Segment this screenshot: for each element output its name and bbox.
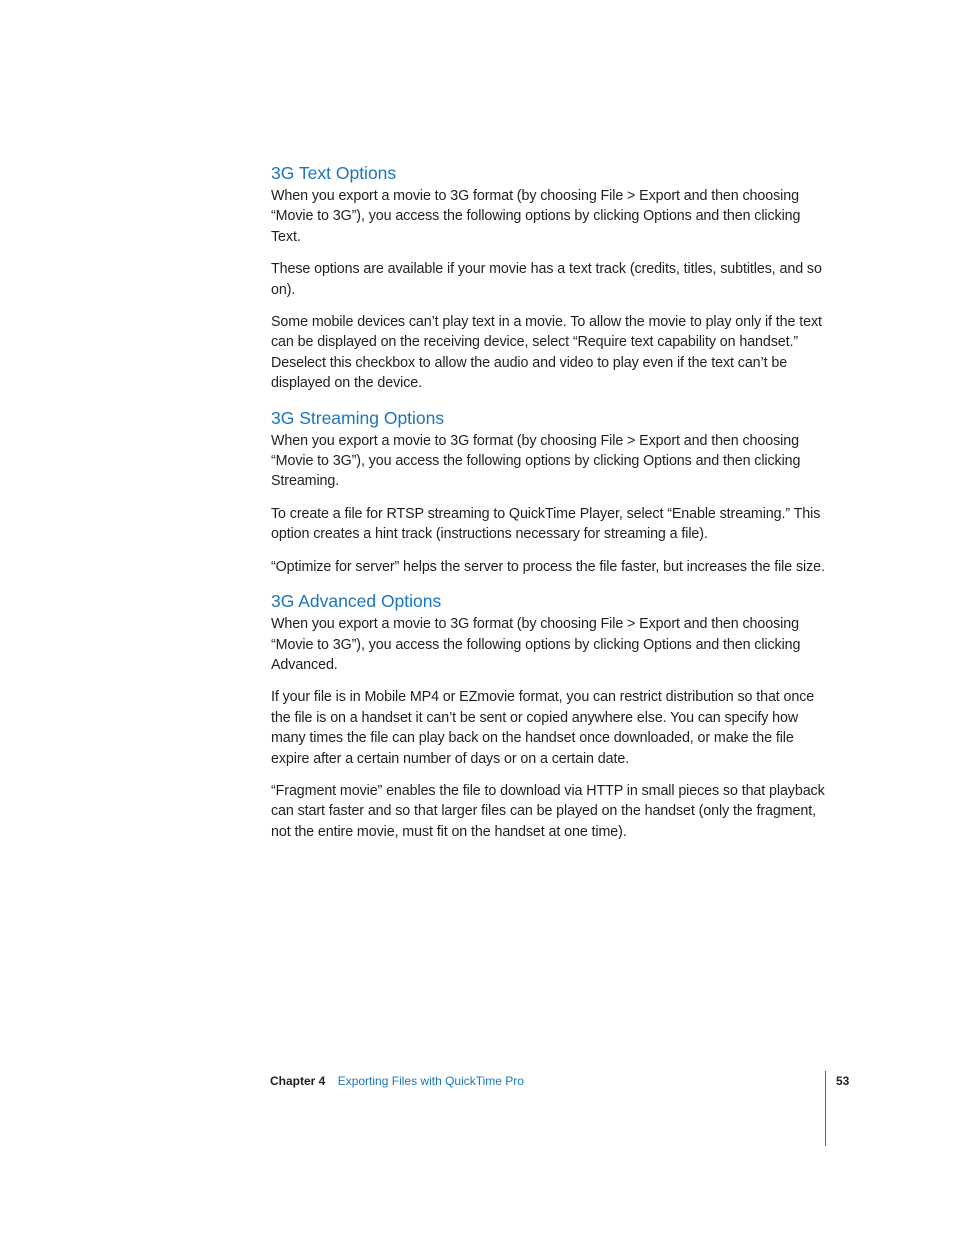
paragraph: “Optimize for server” helps the server to process the file faster, but increases the file size.: [271, 558, 825, 575]
section-3g-streaming-options: [271, 406, 827, 577]
paragraph: “Fragment movie” enables the file to download via HTTP in small pieces so that playback can start faster and so that larger files can be played on the handset (only the fragment, not the entire movie, must fit on the handset at one time).: [271, 782, 825, 840]
section-heading: 3G Advanced Options: [271, 591, 442, 612]
section-heading: 3G Streaming Options: [271, 407, 445, 428]
paragraph: To create a file for RTSP streaming to QuickTime Player, select “Enable streaming.” This option creates a hint track (instructions necessary for streaming a file).: [271, 505, 821, 543]
page-footer: [270, 1072, 524, 1090]
paragraph: When you export a movie to 3G format (by choosing File > Export and then choosing “Movie to 3G”), you access the following options by clicking Options and then clicking Text.: [271, 188, 801, 245]
paragraph: If your file is in Mobile MP4 or EZmovie format, you can restrict distribution so that once the file is on a handset it can’t be sent or copied anywhere else. You can specify how many times the file can play back on the handset once downloaded, or make the file expire after a certain number of days or on a certain date.: [271, 689, 815, 767]
page-body: [271, 161, 827, 854]
paragraph: Some mobile devices can’t play text in a movie. To allow the movie to play only if the text can be displayed on the receiving device, select “Require text capability on handset.” Deselect this checkbox to allow the audio and video to play even if the text can’t be displayed on the device.: [271, 314, 822, 392]
paragraph: When you export a movie to 3G format (by choosing File > Export and then choosing “Movie to 3G”), you access the following options by clicking Options and then clicking Streaming.: [271, 432, 801, 490]
footer-divider: [825, 1071, 826, 1146]
footer-chapter-title: Exporting Files with QuickTime Pro: [337, 1074, 524, 1088]
paragraph: When you export a movie to 3G format (by choosing File > Export and then choosing “Movie to 3G”), you access the following options by clicking Options and then clicking Advanced.: [271, 616, 801, 673]
page-number: 53: [836, 1074, 850, 1088]
paragraph: These options are available if your movie has a text track (credits, titles, subtitles, and so on).: [271, 261, 822, 298]
section-heading: 3G Text Options: [271, 163, 397, 183]
section-3g-text-options: [271, 161, 827, 394]
section-3g-advanced-options: [271, 589, 827, 842]
footer-chapter-label: Chapter 4: [270, 1074, 326, 1088]
